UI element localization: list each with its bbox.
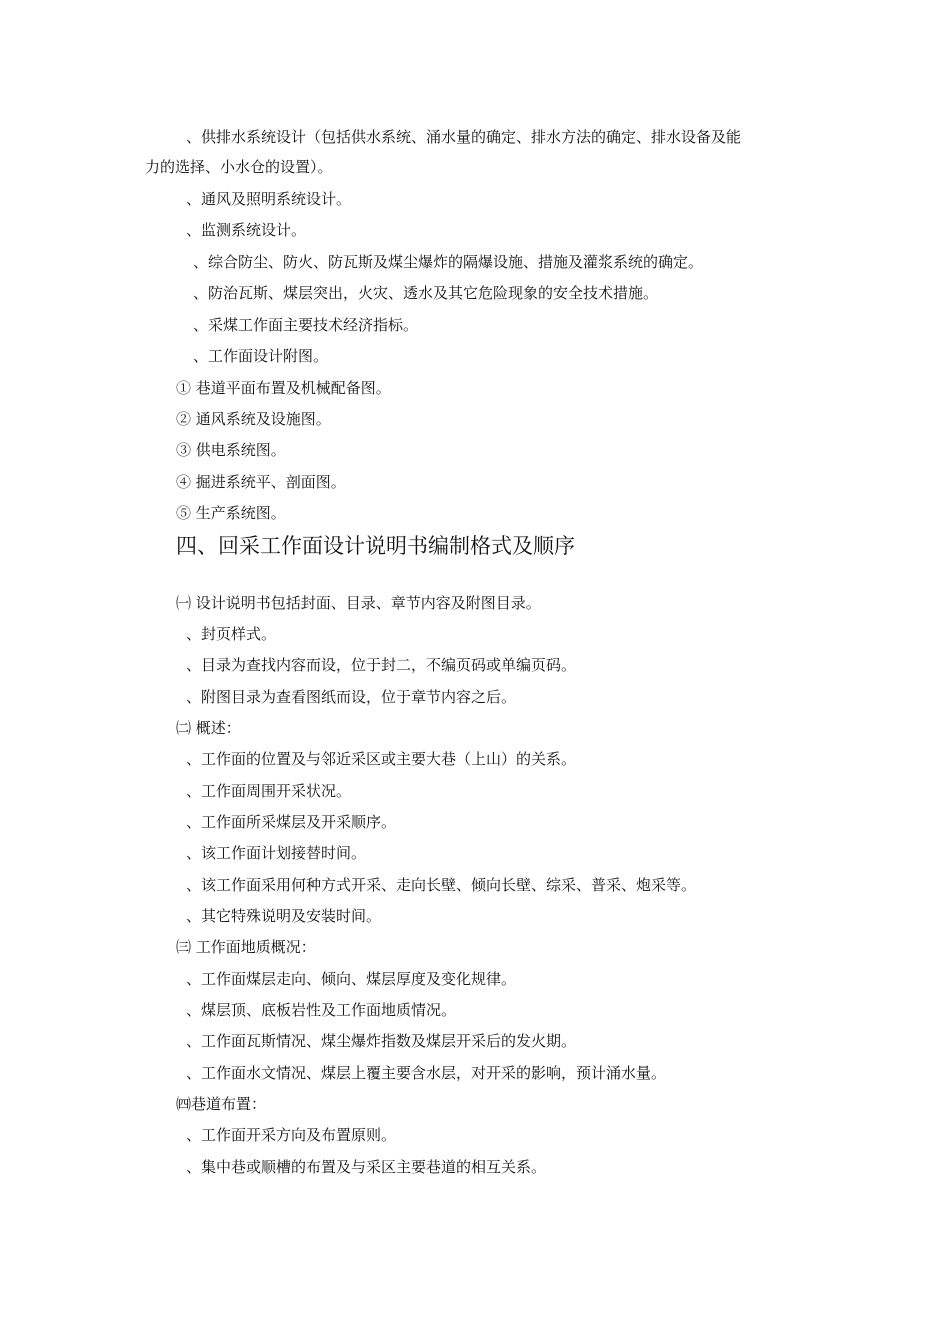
drawing-list-item-4: ④ 掘进系统平、剖面图。	[176, 473, 346, 491]
drawing-list-item-1: ① 巷道平面布置及机械配备图。	[176, 379, 391, 397]
list-item: 、工作面煤层走向、倾向、煤层厚度及变化规律。	[186, 970, 517, 988]
item-drawings: 、工作面设计附图。	[193, 347, 329, 365]
list-item: 、工作面的位置及与邻近采区或主要大巷（上山）的关系。	[186, 750, 577, 768]
paragraph-drainage-line2: 力的选择、小水仓的设置）。	[145, 158, 333, 176]
item-ventilation: 、通风及照明系统设计。	[186, 190, 352, 208]
part2-title: ㈡ 概述：	[176, 719, 241, 737]
part4-title: ㈣巷道布置：	[176, 1095, 267, 1113]
list-item: 、目录为查找内容而设，位于封二，不编页码或单编页码。	[186, 656, 577, 674]
paragraph-drainage-line1: 、供排水系统设计（包括供水系统、涌水量的确定、排水方法的确定、排水设备及能	[186, 128, 742, 146]
list-item: 、工作面瓦斯情况、煤尘爆炸指数及煤层开采后的发火期。	[186, 1032, 577, 1050]
drawing-list-item-2: ② 通风系统及设施图。	[176, 410, 331, 428]
item-gas-prevention: 、防治瓦斯、煤层突出，火灾、透水及其它危险现象的安全技术措施。	[193, 284, 659, 302]
list-item: 、工作面开采方向及布置原则。	[186, 1126, 397, 1144]
part1-title: ㈠ 设计说明书包括封面、目录、章节内容及附图目录。	[176, 594, 541, 612]
list-item: 、工作面周围开采状况。	[186, 782, 352, 800]
list-item: 、该工作面采用何种方式开采、走向长壁、倾向长壁、综采、普采、炮采等。	[186, 876, 697, 894]
list-item: 、附图目录为查看图纸而设，位于章节内容之后。	[186, 688, 517, 706]
part3-title: ㈢ 工作面地质概况：	[176, 938, 316, 956]
list-item: 、该工作面计划接替时间。	[186, 844, 367, 862]
list-item: 、工作面所采煤层及开采顺序。	[186, 813, 397, 831]
drawing-list-item-5: ⑤ 生产系统图。	[176, 504, 286, 522]
drawing-list-item-3: ③ 供电系统图。	[176, 441, 286, 459]
item-dust-fire: 、综合防尘、防火、防瓦斯及煤尘爆炸的隔爆设施、措施及灌浆系统的确定。	[193, 253, 704, 271]
section-heading: 四、回采工作面设计说明书编制格式及顺序	[176, 534, 575, 558]
list-item: 、封页样式。	[186, 625, 277, 643]
item-monitoring: 、监测系统设计。	[186, 221, 307, 239]
item-indicators: 、采煤工作面主要技术经济指标。	[193, 316, 419, 334]
list-item: 、工作面水文情况、煤层上覆主要含水层，对开采的影响，预计涌水量。	[186, 1064, 667, 1082]
list-item: 、集中巷或顺槽的布置及与采区主要巷道的相互关系。	[186, 1158, 547, 1176]
list-item: 、其它特殊说明及安装时间。	[186, 907, 382, 925]
list-item: 、煤层顶、底板岩性及工作面地质情况。	[186, 1001, 457, 1019]
